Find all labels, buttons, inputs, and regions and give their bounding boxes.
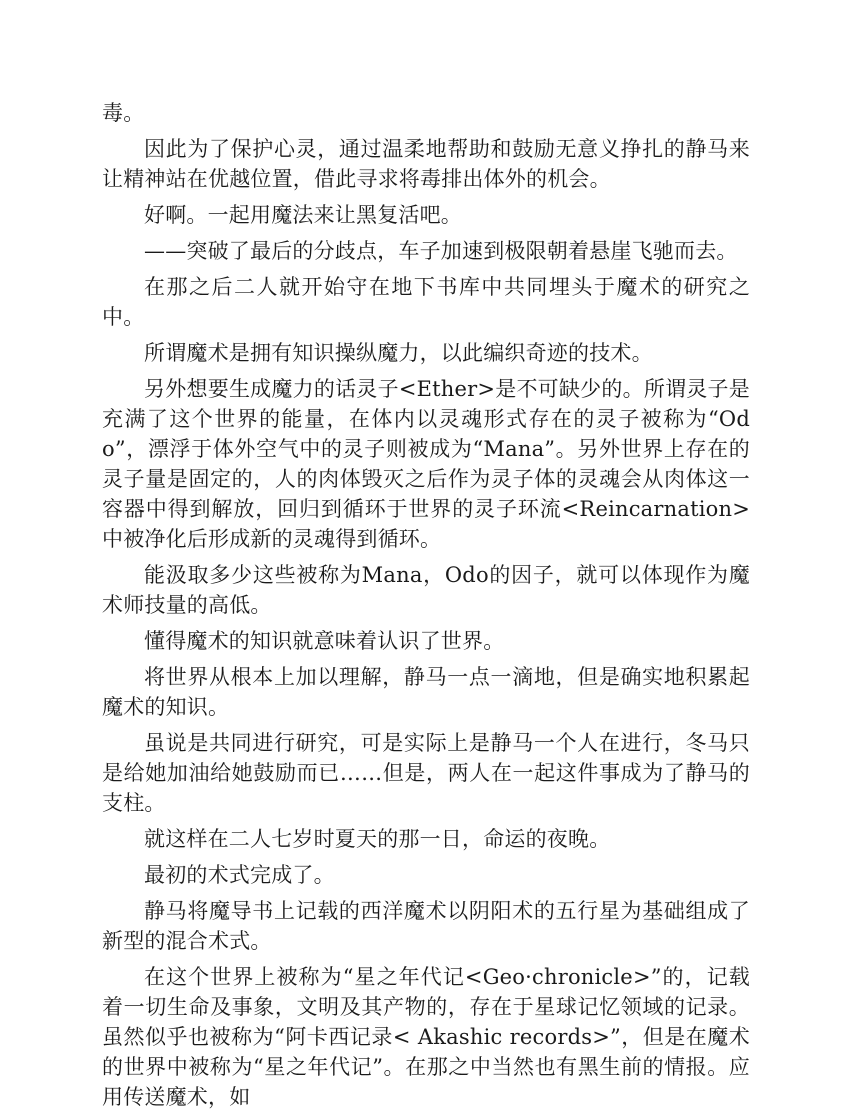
paragraph: 毒。 (102, 101, 145, 125)
paragraph: 所谓魔术是拥有知识操纵魔力，以此编织奇迹的技术。 (144, 341, 653, 365)
paragraph: 就这样在二人七岁时夏天的那一日，命运的夜晚。 (144, 827, 611, 851)
paragraph: 懂得魔术的知识就意味着认识了世界。 (144, 629, 505, 653)
paragraph: 另外想要生成魔力的话灵子<Ether>是不可缺少的。所谓灵子是充满了这个世界的能量，在体内以灵魂形式存在的灵子被称为“Odo”，漂浮于体外空气中的灵子则被成为“Mana”。另外世界上存在的灵子量是固定的，人的肉体毁灭之后作为灵子体的灵魂会从肉体这一容器中得到解放，回归到循环于世界的灵子环流<Reincarnation>中被净化后形成新的灵魂得到循环。 (102, 377, 750, 551)
paragraph: 能汲取多少这些被称为Mana，Odo的因子，就可以体现作为魔术师技量的高低。 (102, 563, 750, 617)
paragraph: 在这个世界上被称为“星之年代记<Geo·chronicle>”的，记载着一切生命及事象，文明及其产物的，存在于星球记忆领域的记录。虽然似乎也被称为“阿卡西记录< Akashic records>”，但是在魔术的世界中被称为“星之年代记”。在那之中当然也有黑生前的情报。应用传送魔术，如 (102, 965, 750, 1109)
paragraph: 虽说是共同进行研究，可是实际上是静马一个人在进行，冬马只是给她加油给她鼓励而已……但是，两人在一起这件事成为了静马的支柱。 (102, 731, 750, 815)
paragraph: 因此为了保护心灵，通过温柔地帮助和鼓励无意义挣扎的静马来让精神站在优越位置，借此寻求将毒排出体外的机会。 (102, 137, 750, 191)
body-text (102, 98, 750, 1118)
paragraph: 将世界从根本上加以理解，静马一点一滴地，但是确实地积累起魔术的知识。 (102, 665, 750, 719)
paragraph: ——突破了最后的分歧点，车子加速到极限朝着悬崖飞驰而去。 (144, 239, 738, 263)
paragraph: 在那之后二人就开始守在地下书库中共同埋头于魔术的研究之中。 (102, 275, 750, 329)
paragraph: 最初的术式完成了。 (144, 863, 335, 887)
paragraph: 好啊。一起用魔法来让黑复活吧。 (144, 203, 462, 227)
paragraph: 静马将魔导书上记载的西洋魔术以阴阳术的五行星为基础组成了新型的混合术式。 (102, 899, 750, 953)
